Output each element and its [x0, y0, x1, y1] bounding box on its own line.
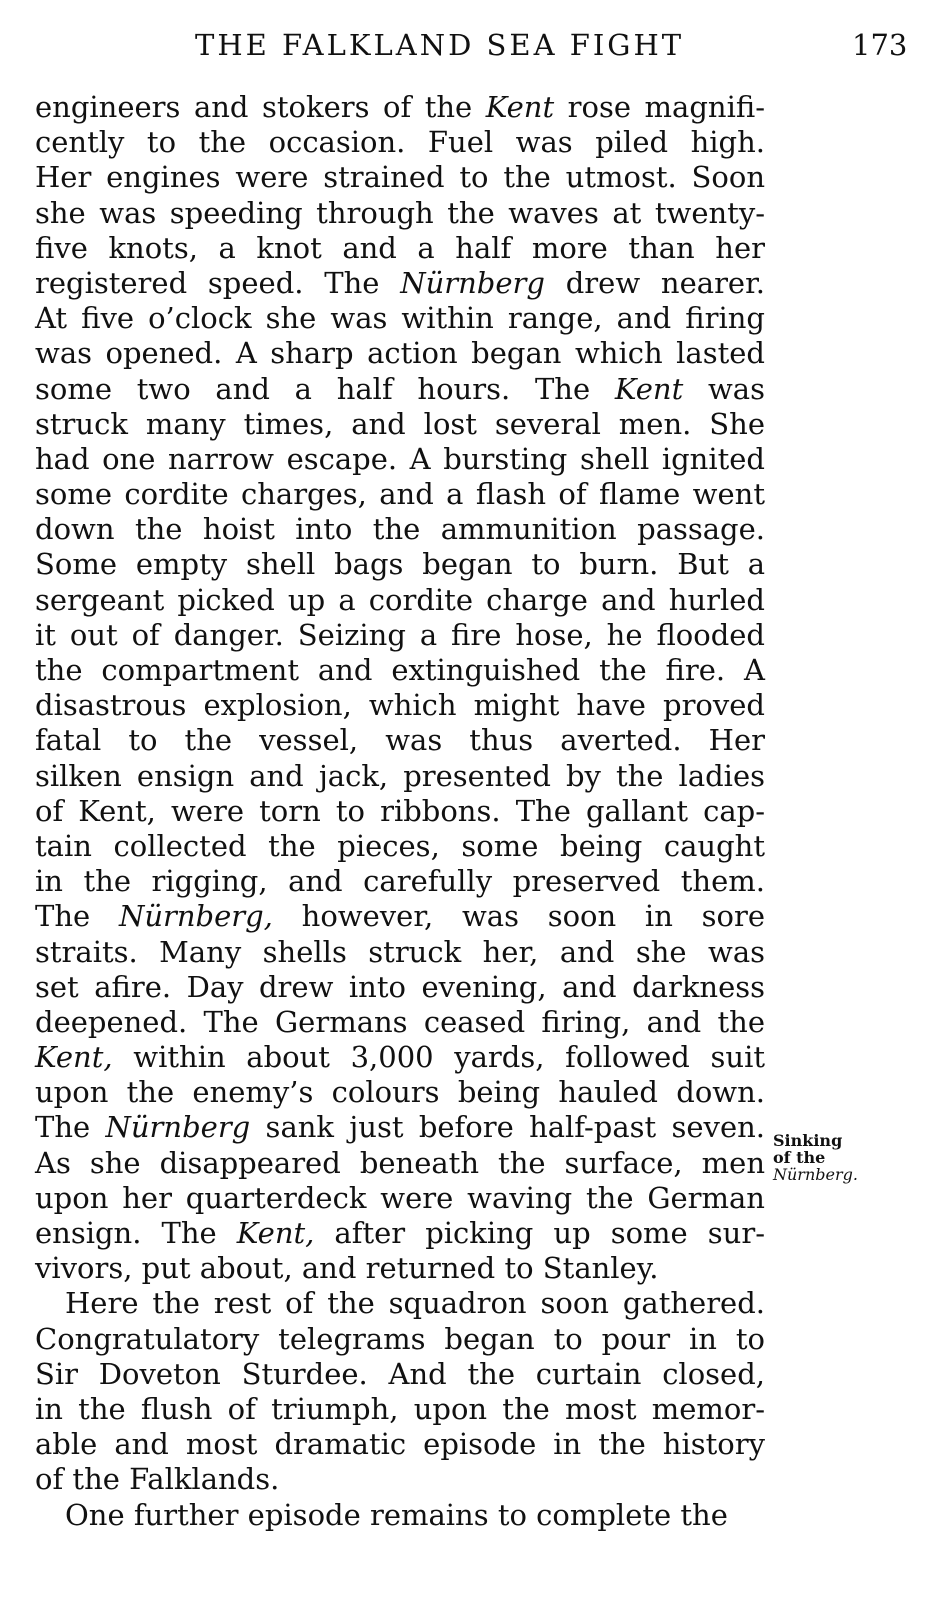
text-span: Sir Doveton Sturdee. And the curtain closed,	[35, 1356, 765, 1391]
text-span: upon the enemy’s colours being hauled down.	[35, 1075, 765, 1110]
text-span: five knots, a knot and a half more than her	[35, 230, 765, 265]
text-line	[35, 829, 765, 864]
text-line	[35, 196, 765, 231]
text-span: sank just before half-past seven.	[250, 1110, 765, 1145]
text-line	[35, 1322, 765, 1357]
italic-text: Kent	[614, 371, 684, 406]
text-span: in the rigging, and carefully preserved them.	[35, 864, 765, 899]
text-span: As she disappeared beneath the surface, men	[35, 1145, 765, 1180]
text-line	[35, 1286, 765, 1321]
text-line	[35, 547, 765, 582]
text-span: in the flush of triumph, upon the most memor-	[35, 1391, 765, 1426]
text-span: some two and a half hours. The	[35, 371, 615, 406]
text-line	[35, 653, 765, 688]
text-span: she was speeding through the waves at twenty-	[35, 195, 765, 230]
text-span: down the hoist into the ammunition passage.	[35, 512, 765, 547]
text-span: rose magnifi-	[554, 90, 766, 124]
text-span: of Kent, were torn to ribbons. The gallant cap-	[35, 793, 765, 828]
italic-text: Nürnberg	[105, 1110, 251, 1145]
text-span: it out of danger. Seizing a fire hose, he flooded	[35, 617, 765, 652]
text-line	[35, 759, 765, 794]
text-line	[35, 231, 765, 266]
text-span: able and most dramatic episode in the history	[35, 1427, 765, 1462]
page-number: 173	[852, 28, 908, 62]
text-line	[35, 477, 765, 512]
text-span: registered speed. The	[35, 265, 401, 300]
text-line	[35, 90, 765, 125]
text-line	[35, 618, 765, 653]
text-span: tain collected the pieces, some being caught	[35, 828, 765, 863]
text-span: engineers and stokers of the	[35, 90, 486, 124]
text-line	[35, 266, 765, 301]
body-text	[35, 90, 765, 1533]
text-line	[35, 1075, 765, 1110]
text-span: after picking up some sur-	[314, 1216, 765, 1250]
text-line	[35, 442, 765, 477]
text-line	[35, 794, 765, 829]
text-span: was	[683, 371, 765, 406]
text-line	[35, 301, 765, 336]
text-line	[35, 935, 765, 970]
text-span: ensign. The	[35, 1216, 237, 1250]
text-line	[35, 1005, 765, 1040]
page-header	[0, 28, 950, 68]
text-line	[35, 125, 765, 160]
text-span: however, was soon in sore	[272, 899, 765, 934]
text-span: vivors, put about, and returned to Stanley.	[35, 1251, 659, 1286]
margin-note-line: of the	[773, 1148, 826, 1167]
text-line	[35, 1216, 765, 1251]
text-span: silken ensign and jack, presented by the ladies	[35, 758, 765, 793]
text-span: deepened. The Germans ceased firing, and the	[35, 1004, 765, 1039]
italic-text: Kent,	[35, 1040, 113, 1075]
text-span: Here the rest of the squadron soon gathered.	[65, 1286, 765, 1321]
text-line	[35, 1040, 765, 1075]
text-line	[35, 372, 765, 407]
text-line	[35, 1498, 765, 1533]
italic-text: Kent	[485, 90, 555, 124]
text-line	[35, 336, 765, 371]
text-span: One further episode remains to complete the	[65, 1497, 728, 1532]
text-line	[35, 1181, 765, 1216]
text-span: Congratulatory telegrams began to pour in to	[35, 1321, 765, 1356]
margin-note	[773, 1132, 923, 1183]
text-span: drew nearer.	[544, 265, 765, 300]
text-span: sergeant picked up a cordite charge and hurled	[35, 582, 765, 617]
text-span: had one narrow escape. A bursting shell ignited	[35, 441, 765, 476]
text-span: The	[35, 899, 119, 934]
text-line	[35, 407, 765, 442]
text-span: within about 3,000 yards, followed suit	[112, 1040, 765, 1075]
text-line	[35, 1357, 765, 1392]
text-line	[35, 723, 765, 758]
text-span: At five o’clock she was within range, and firing	[35, 301, 765, 336]
text-line	[35, 583, 765, 618]
text-span: cently to the occasion. Fuel was piled high.	[35, 125, 765, 160]
running-title: THE FALKLAND SEA FIGHT	[195, 28, 685, 62]
text-span: was opened. A sharp action began which lasted	[35, 336, 765, 371]
italic-text: Nürnberg	[400, 265, 545, 300]
text-span: of the Falklands.	[35, 1462, 280, 1497]
text-span: set afire. Day drew into evening, and darkness	[35, 969, 765, 1004]
text-line	[35, 864, 765, 899]
text-span: upon her quarterdeck were waving the German	[35, 1180, 765, 1215]
text-span: Her engines were strained to the utmost. Soon	[35, 160, 765, 195]
text-line	[35, 899, 765, 934]
text-span: some cordite charges, and a flash of flame went	[35, 477, 765, 512]
text-span: disastrous explosion, which might have proved	[35, 688, 765, 723]
margin-note-line: Nürnberg.	[773, 1165, 858, 1184]
italic-text: Nürnberg,	[118, 899, 273, 934]
text-span: straits. Many shells struck her, and she was	[35, 934, 765, 969]
text-line	[35, 1251, 765, 1286]
text-span: Some empty shell bags began to burn. But a	[35, 547, 765, 582]
text-line	[35, 1427, 765, 1462]
text-line	[35, 970, 765, 1005]
text-line	[35, 1110, 765, 1145]
text-span: fatal to the vessel, was thus averted. Her	[35, 723, 765, 758]
text-span: struck many times, and lost several men. She	[35, 406, 765, 441]
text-line	[35, 160, 765, 195]
italic-text: Kent,	[236, 1216, 315, 1250]
text-line	[35, 688, 765, 723]
text-span: the compartment and extinguished the fire. A	[35, 653, 765, 687]
text-line	[35, 512, 765, 547]
text-line	[35, 1392, 765, 1427]
text-span: The	[35, 1110, 106, 1145]
text-line	[35, 1146, 765, 1181]
margin-note-line: Sinking	[773, 1131, 843, 1150]
text-line	[35, 1462, 765, 1497]
